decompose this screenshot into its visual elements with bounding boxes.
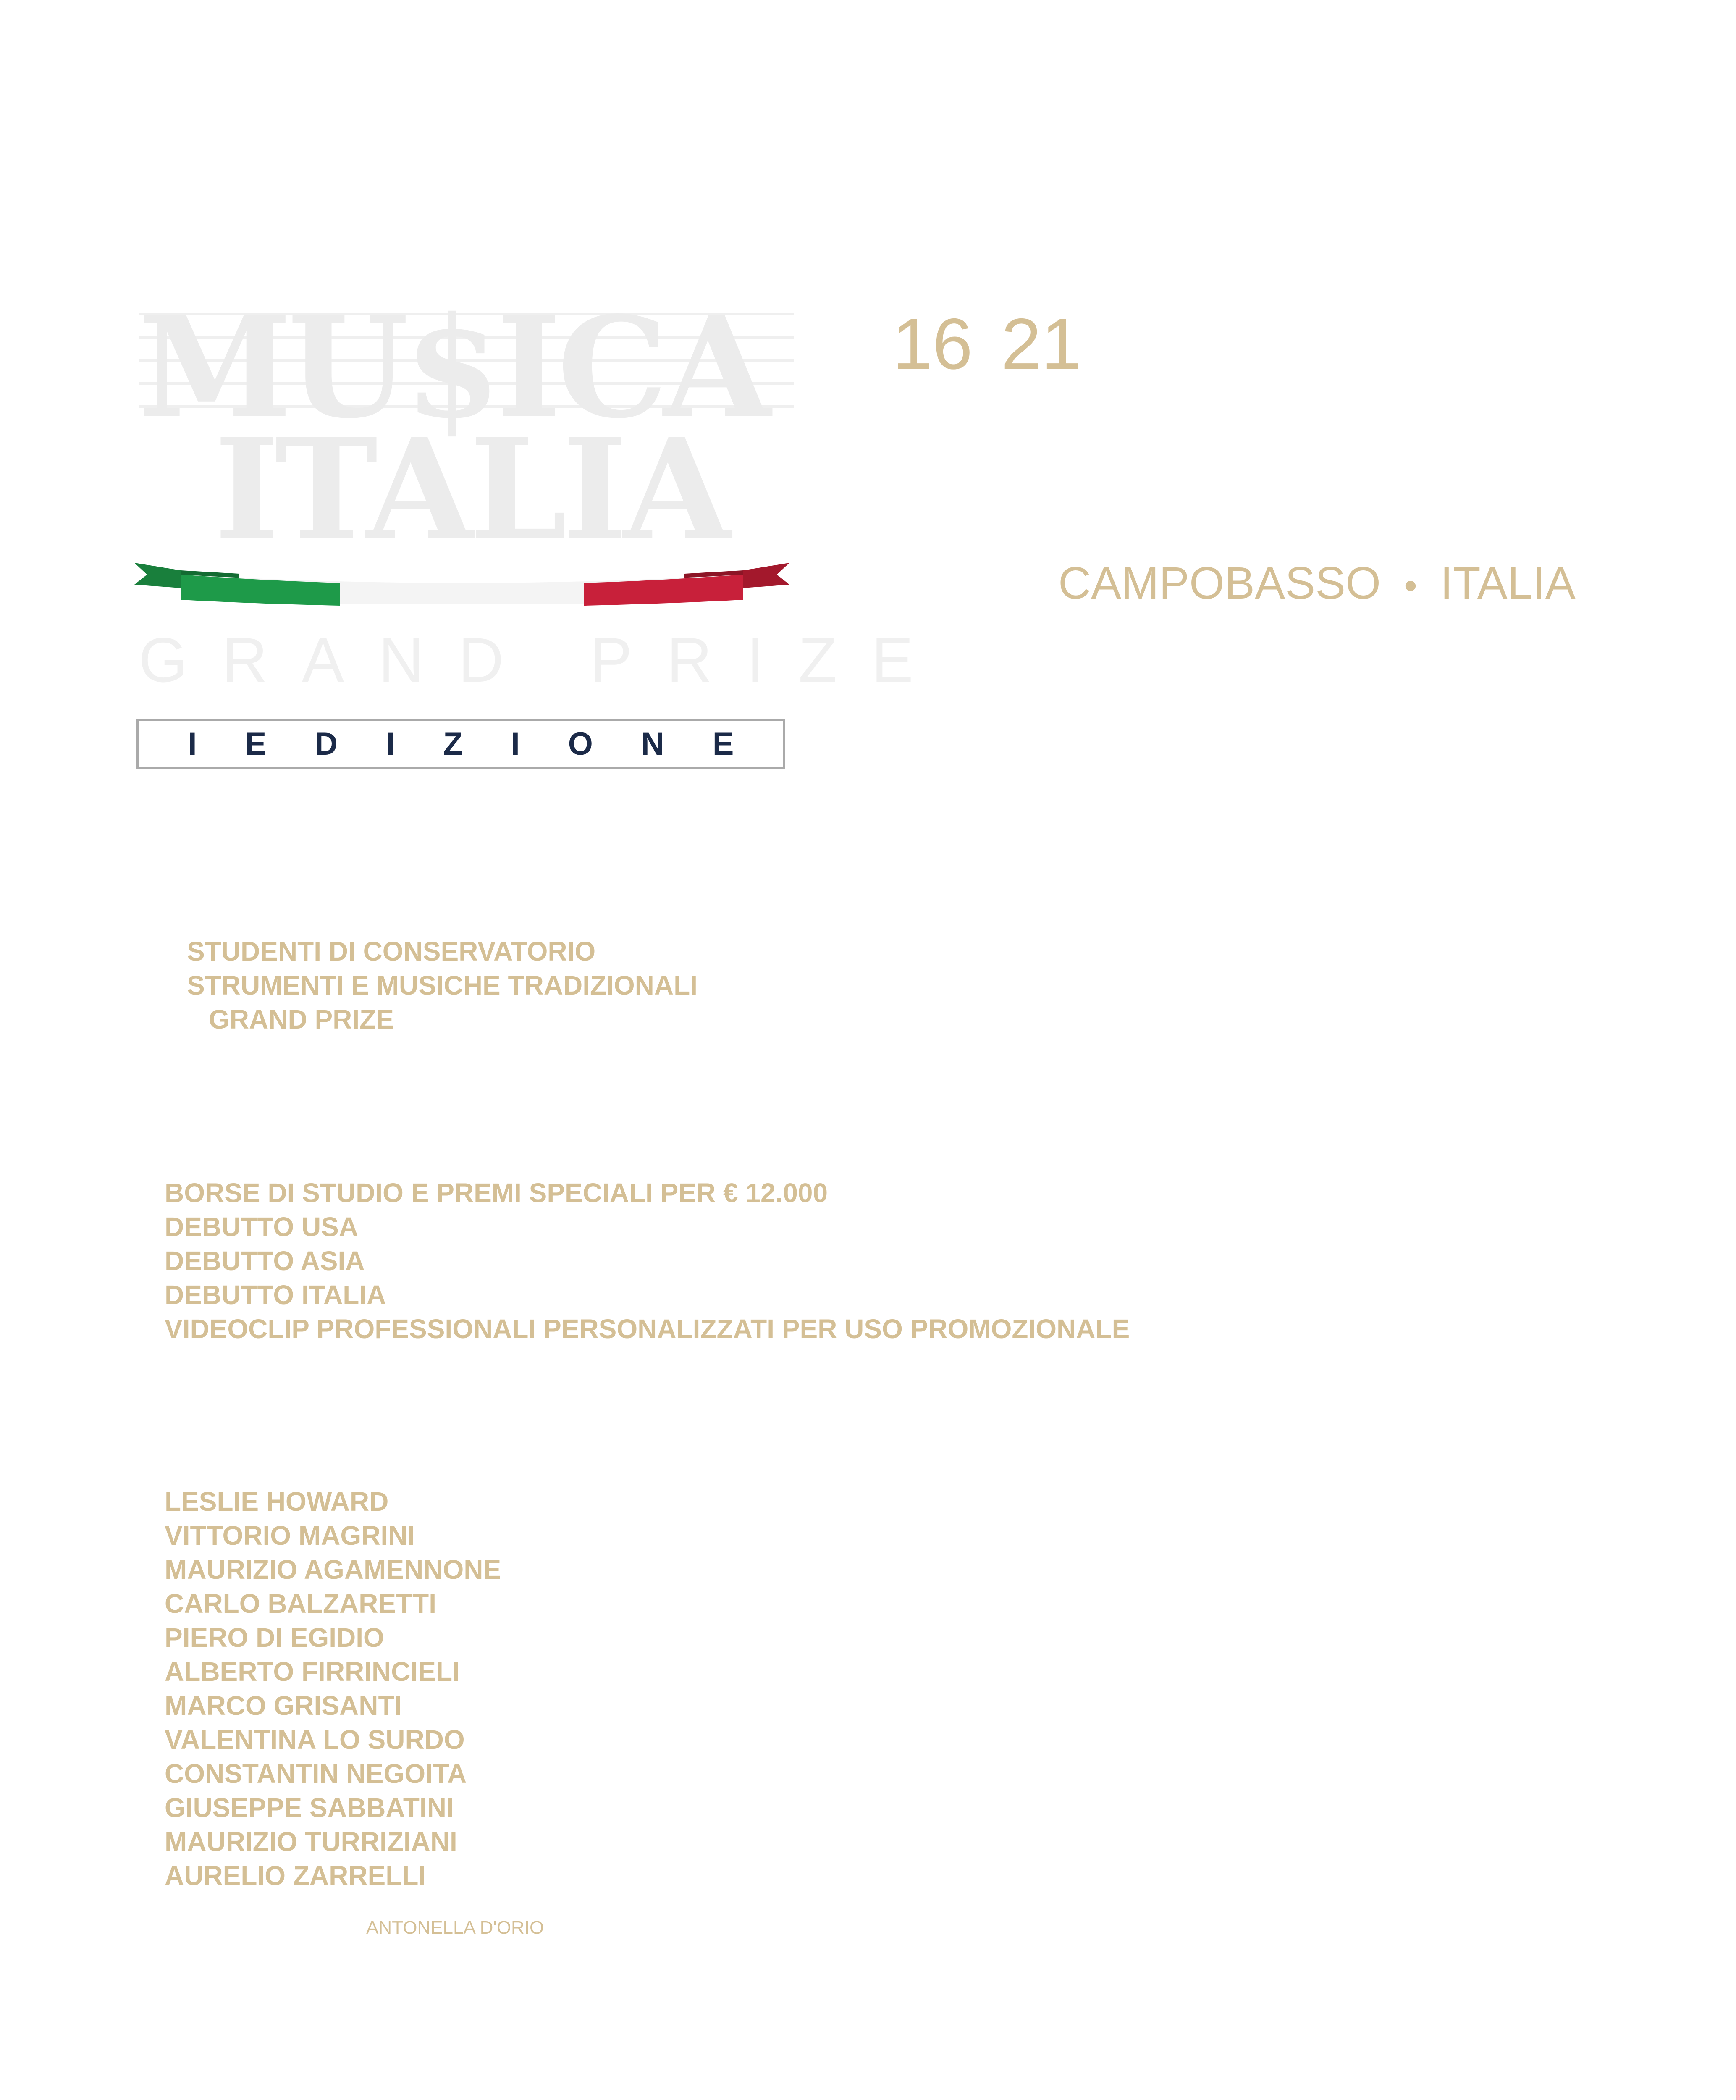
jury-member: LESLIE HOWARD	[165, 1486, 389, 1517]
edition-box	[136, 719, 785, 769]
prize-item: DEBUTTO ITALIA	[165, 1280, 386, 1310]
prize-item: DEBUTTO USA	[165, 1212, 359, 1242]
jury-member: GIUSEPPE SABBATINI	[165, 1793, 454, 1823]
location-city: CAMPOBASSO	[1058, 557, 1381, 608]
edition-letter: O	[568, 726, 593, 762]
edition-letter: I	[511, 726, 520, 762]
jury-member: PIERO DI EGIDIO	[165, 1622, 384, 1653]
category-item: STRUMENTI E MUSICHE TRADIZIONALI	[187, 970, 698, 1000]
location-country: ITALIA	[1440, 557, 1576, 608]
edition-letter: I	[386, 726, 395, 762]
edition-letter: I	[188, 726, 197, 762]
prize-item: BORSE DI STUDIO E PREMI SPECIALI PER € 12.000	[165, 1178, 828, 1208]
event-dates: 16 21	[892, 304, 1082, 384]
prize-item: VIDEOCLIP PROFESSIONALI PERSONALIZZATI PER USO PROMOZIONALE	[165, 1314, 1130, 1344]
logo-word-italia: ITALIA	[214, 408, 727, 571]
edition-letter: D	[315, 726, 338, 762]
jury-member: ALBERTO FIRRINCIELI	[165, 1656, 460, 1687]
prize-item: DEBUTTO ASIA	[165, 1246, 365, 1276]
edition-letter: E	[245, 726, 267, 762]
edition-letter: N	[641, 726, 664, 762]
jury-member: MAURIZIO TURRIZIANI	[165, 1827, 457, 1857]
jury-member: CARLO BALZARETTI	[165, 1588, 437, 1619]
categories-list	[187, 934, 698, 1037]
jury-list	[165, 1485, 501, 1893]
logo-grand-prize: GRAND PRIZE	[139, 625, 948, 695]
pianist-name: ANTONELLA D'ORIO	[366, 1917, 544, 1938]
italian-flag-ribbon	[134, 559, 789, 609]
category-item: GRAND PRIZE	[209, 1004, 394, 1034]
musica-italia-logo	[134, 286, 948, 781]
jury-member: AURELIO ZARRELLI	[165, 1861, 426, 1891]
jury-member: CONSTANTIN NEGOITA	[165, 1759, 467, 1789]
jury-member: VITTORIO MAGRINI	[165, 1520, 415, 1551]
jury-member: MAURIZIO AGAMENNONE	[165, 1554, 501, 1585]
category-item: STUDENTI DI CONSERVATORIO	[187, 936, 596, 966]
location-separator: •	[1404, 565, 1417, 607]
edition-letter: Z	[443, 726, 463, 762]
jury-member: MARCO GRISANTI	[165, 1690, 402, 1721]
edition-letter: E	[712, 726, 734, 762]
logo-word-musica: MU$ICA	[139, 286, 767, 449]
prizes-list	[165, 1176, 1130, 1346]
event-location	[1058, 556, 1576, 609]
jury-member: VALENTINA LO SURDO	[165, 1725, 465, 1755]
